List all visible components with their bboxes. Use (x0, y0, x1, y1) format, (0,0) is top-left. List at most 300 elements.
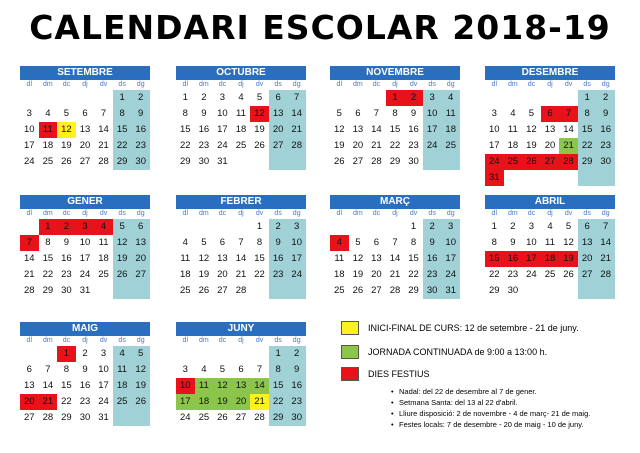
weekday-label: dg (292, 210, 301, 217)
empty-cell (541, 283, 560, 299)
day-cell: 3 (287, 219, 306, 235)
empty-cell (578, 170, 597, 186)
empty-cell (423, 154, 442, 170)
weekday-label: ds (118, 337, 126, 344)
day-cell: 18 (541, 251, 560, 267)
day-cell: 28 (596, 267, 615, 283)
day-cell: 12 (526, 124, 537, 135)
empty-cell (330, 90, 349, 106)
day-cell: 21 (235, 269, 247, 280)
day-cell: 9 (596, 106, 615, 122)
empty-cell (596, 283, 615, 299)
weekday-label: dg (446, 210, 455, 217)
empty-cell (522, 90, 541, 106)
day-cell: 7 (373, 108, 380, 119)
day-cell: 22 (408, 269, 419, 280)
day-cell: 5 (63, 108, 70, 119)
day-cell: 7 (45, 364, 51, 375)
weekday-label: dc (372, 210, 381, 217)
day-cell: 20 (217, 269, 228, 280)
day-cell: 11 (39, 122, 58, 138)
month-abril (485, 195, 615, 299)
weekday-label: ds (274, 337, 282, 344)
day-cell: 16 (61, 253, 72, 264)
day-cell: 11 (180, 253, 191, 264)
day-cell: 10 (23, 124, 35, 135)
empty-cell (94, 283, 113, 299)
empty-cell (559, 90, 578, 106)
day-cell: 24 (79, 269, 91, 280)
day-cell: 6 (238, 364, 244, 375)
day-cell: 18 (98, 253, 109, 264)
day-cell: 30 (287, 410, 306, 426)
day-cell: 2 (510, 221, 516, 232)
note-nadal: • Nadal: del 22 de desembre al 7 de gener. (391, 386, 590, 397)
day-cell: 2 (596, 90, 615, 106)
empty-cell (250, 283, 269, 299)
month-name: MARÇ (330, 195, 460, 209)
day-cell: 3 (491, 108, 497, 119)
empty-cell (287, 154, 306, 170)
day-cell: 11 (113, 362, 132, 378)
inici-swatch (341, 321, 359, 335)
weekday-label: dg (136, 81, 145, 88)
day-cell: 19 (333, 140, 345, 151)
weekday-label: dv (409, 210, 418, 217)
day-cell: 25 (98, 269, 109, 280)
day-cell: 17 (441, 251, 460, 267)
weekday-label: dv (255, 337, 264, 344)
weekday-label: ds (118, 81, 126, 88)
month-name: ABRIL (485, 195, 615, 209)
day-cell: 18 (179, 269, 191, 280)
day-cell: 11 (98, 237, 109, 248)
empty-cell (176, 346, 195, 362)
day-cell: 25 (544, 269, 556, 280)
month-octubre (176, 66, 306, 170)
empty-cell (113, 410, 132, 426)
day-cell: 1 (39, 219, 58, 235)
day-cell: 22 (113, 138, 132, 154)
day-cell: 4 (547, 221, 553, 232)
weekday-label: ds (118, 210, 126, 217)
day-cell: 20 (578, 251, 597, 267)
day-cell: 3 (423, 90, 442, 106)
day-cell: 29 (408, 285, 419, 296)
day-cell: 29 (179, 156, 191, 167)
day-cell: 24 (485, 154, 504, 170)
empty-cell (176, 219, 195, 235)
note-setmana-santa: • Setmana Santa: del 13 al 22 d'abril. (391, 397, 590, 408)
day-cell: 20 (232, 394, 251, 410)
day-cell: 29 (389, 156, 401, 167)
day-cell: 12 (198, 253, 210, 264)
day-cell: 19 (213, 394, 232, 410)
day-cell: 13 (269, 106, 288, 122)
day-cell: 13 (352, 124, 364, 135)
day-cell: 19 (113, 251, 132, 267)
empty-cell (522, 170, 541, 186)
note-lliure-disposicio: • Lliure disposició: 2 de novembre - 4 de març- 21 de maig. (391, 408, 590, 419)
day-cell: 21 (23, 269, 35, 280)
month-maig (20, 322, 150, 426)
weekday-label: dc (218, 81, 227, 88)
weekday-label: dv (564, 81, 573, 88)
day-cell: 23 (131, 138, 150, 154)
empty-cell (57, 90, 76, 106)
day-cell: 18 (113, 378, 132, 394)
day-cell: 7 (392, 237, 398, 248)
day-cell: 5 (219, 364, 226, 375)
day-cell: 1 (578, 90, 597, 106)
empty-cell (213, 346, 232, 362)
weekday-label: dc (372, 81, 381, 88)
month-grid (176, 80, 306, 170)
holiday-swatch (341, 367, 359, 381)
month-gener (20, 195, 150, 299)
day-cell: 4 (510, 108, 516, 119)
day-cell: 3 (76, 219, 95, 235)
day-cell: 11 (195, 378, 214, 394)
day-cell: 13 (544, 124, 556, 135)
day-cell: 20 (371, 269, 382, 280)
day-cell: 10 (423, 106, 442, 122)
empty-cell (349, 90, 368, 106)
month-febrer (176, 195, 306, 299)
month-grid (20, 80, 150, 170)
month-setembre (20, 66, 150, 170)
weekday-label: dc (62, 81, 71, 88)
day-cell: 6 (82, 108, 88, 119)
day-cell: 3 (100, 348, 107, 359)
legend-continuous-text: JORNADA CONTINUADA de 9:00 a 13:00 h. (368, 347, 548, 357)
day-cell: 22 (578, 138, 597, 154)
day-cell: 16 (198, 124, 210, 135)
day-cell: 18 (235, 124, 247, 135)
day-cell: 14 (596, 235, 615, 251)
day-cell: 12 (213, 378, 232, 394)
weekday-label: dl (491, 210, 497, 217)
day-cell: 28 (42, 412, 54, 423)
month-name: JUNY (176, 322, 306, 336)
month-grid (176, 209, 306, 299)
day-cell: 26 (131, 394, 150, 410)
empty-cell (541, 90, 560, 106)
day-cell: 25 (113, 394, 132, 410)
day-cell: 30 (61, 285, 72, 296)
weekday-label: dm (198, 81, 209, 88)
day-cell: 4 (441, 90, 460, 106)
day-cell: 28 (371, 156, 382, 167)
day-cell: 30 (507, 285, 519, 296)
day-cell: 21 (389, 269, 401, 280)
legend-inici-text: INICI-FINAL DE CURS: 12 de setembre - 21 de juny. (368, 323, 579, 333)
day-cell: 25 (42, 156, 54, 167)
month-name: DESEMBRE (485, 66, 615, 80)
day-cell: 30 (198, 156, 210, 167)
day-cell: 23 (79, 396, 91, 407)
day-cell: 8 (392, 108, 398, 119)
day-cell: 27 (79, 156, 91, 167)
day-cell: 26 (113, 267, 132, 283)
empty-cell (596, 170, 615, 186)
day-cell: 13 (232, 378, 251, 394)
day-cell: 9 (423, 235, 442, 251)
day-cell: 30 (408, 156, 419, 167)
day-cell: 1 (386, 90, 405, 106)
empty-cell (386, 219, 405, 235)
day-cell: 17 (23, 140, 35, 151)
holiday-notes (391, 386, 590, 430)
day-cell: 4 (45, 108, 51, 119)
day-cell: 8 (410, 237, 417, 248)
day-cell: 9 (82, 364, 88, 375)
day-cell: 11 (441, 106, 460, 122)
day-cell: 29 (488, 285, 500, 296)
day-cell: 5 (528, 108, 535, 119)
month-grid (485, 80, 615, 186)
day-cell: 6 (269, 90, 288, 106)
day-cell: 4 (201, 364, 207, 375)
month-grid (485, 209, 615, 299)
day-cell: 27 (235, 412, 247, 423)
day-cell: 21 (559, 138, 578, 154)
day-cell: 20 (20, 394, 39, 410)
day-cell: 15 (408, 253, 419, 264)
day-cell: 9 (510, 237, 516, 248)
day-cell: 23 (269, 267, 288, 283)
empty-cell (349, 219, 368, 235)
weekday-label: dv (564, 210, 573, 217)
empty-cell (269, 154, 288, 170)
weekday-label: dm (42, 210, 53, 217)
weekday-label: dl (182, 210, 188, 217)
day-cell: 29 (42, 285, 54, 296)
day-cell: 26 (563, 269, 574, 280)
month-name: MAIG (20, 322, 150, 336)
day-cell: 7 (20, 235, 39, 251)
weekday-label: dj (392, 210, 398, 217)
weekday-label: dc (527, 210, 536, 217)
day-cell: 24 (23, 156, 35, 167)
empty-cell (522, 283, 541, 299)
day-cell: 23 (287, 394, 306, 410)
day-cell: 16 (287, 378, 306, 394)
day-cell: 21 (39, 394, 58, 410)
day-cell: 31 (217, 156, 228, 167)
day-cell: 15 (61, 380, 72, 391)
day-cell: 18 (42, 140, 54, 151)
weekday-label: dg (446, 81, 455, 88)
weekday-label: dg (601, 81, 610, 88)
day-cell: 13 (371, 253, 382, 264)
day-cell: 26 (522, 154, 541, 170)
day-cell: 25 (235, 140, 247, 151)
weekday-label: dj (547, 210, 553, 217)
day-cell: 26 (198, 285, 210, 296)
empty-cell (504, 170, 523, 186)
day-cell: 30 (131, 154, 150, 170)
day-cell: 16 (504, 251, 523, 267)
day-cell: 27 (217, 285, 228, 296)
day-cell: 19 (559, 251, 578, 267)
month-grid (330, 209, 460, 299)
day-cell: 14 (42, 380, 54, 391)
day-cell: 4 (238, 92, 244, 103)
empty-cell (504, 90, 523, 106)
day-cell: 14 (23, 253, 35, 264)
day-cell: 12 (333, 124, 345, 135)
day-cell: 15 (269, 378, 288, 394)
day-cell: 15 (42, 253, 54, 264)
day-cell: 5 (355, 237, 361, 248)
day-cell: 10 (98, 364, 109, 375)
day-cell: 6 (26, 364, 32, 375)
weekday-label: dl (26, 81, 32, 88)
day-cell: 20 (131, 251, 150, 267)
day-cell: 8 (578, 106, 597, 122)
day-cell: 7 (256, 364, 263, 375)
weekday-label: dg (292, 81, 301, 88)
day-cell: 15 (485, 251, 504, 267)
weekday-label: dl (336, 81, 342, 88)
day-cell: 25 (441, 138, 460, 154)
day-cell: 31 (98, 412, 109, 423)
weekday-label: dv (99, 210, 108, 217)
empty-cell (195, 346, 214, 362)
month-grid (176, 336, 306, 426)
empty-cell (39, 346, 58, 362)
day-cell: 12 (250, 106, 269, 122)
day-cell: 19 (61, 140, 72, 151)
weekday-label: ds (274, 210, 282, 217)
day-cell: 16 (596, 122, 615, 138)
day-cell: 5 (256, 92, 263, 103)
day-cell: 30 (79, 412, 91, 423)
day-cell: 18 (441, 122, 460, 138)
weekday-label: dm (507, 81, 518, 88)
weekday-label: dg (601, 210, 610, 217)
day-cell: 20 (269, 122, 288, 138)
month-grid (20, 336, 150, 426)
day-cell: 25 (179, 285, 191, 296)
weekday-label: dj (82, 81, 88, 88)
empty-cell (250, 154, 269, 170)
day-cell: 19 (352, 269, 364, 280)
day-cell: 6 (131, 219, 150, 235)
empty-cell (20, 90, 39, 106)
day-cell: 16 (423, 251, 442, 267)
day-cell: 17 (423, 122, 442, 138)
empty-cell (195, 219, 214, 235)
day-cell: 10 (526, 237, 537, 248)
empty-cell (559, 170, 578, 186)
day-cell: 2 (404, 90, 423, 106)
day-cell: 3 (182, 364, 188, 375)
day-cell: 1 (182, 92, 188, 103)
empty-cell (39, 90, 58, 106)
day-cell: 13 (578, 235, 597, 251)
day-cell: 16 (79, 380, 91, 391)
day-cell: 14 (250, 378, 269, 394)
day-cell: 21 (371, 140, 382, 151)
day-cell: 2 (269, 219, 288, 235)
day-cell: 23 (507, 269, 519, 280)
day-cell: 5 (565, 221, 572, 232)
day-cell: 17 (522, 251, 541, 267)
empty-cell (232, 219, 251, 235)
day-cell: 16 (131, 122, 150, 138)
day-cell: 28 (23, 285, 35, 296)
day-cell: 24 (441, 267, 460, 283)
day-cell: 5 (131, 346, 150, 362)
day-cell: 6 (373, 237, 380, 248)
day-cell: 23 (423, 267, 442, 283)
day-cell: 1 (256, 221, 263, 232)
day-cell: 17 (488, 140, 500, 151)
day-cell: 10 (79, 237, 91, 248)
day-cell: 2 (57, 219, 76, 235)
day-cell: 22 (389, 140, 401, 151)
day-cell: 9 (410, 108, 417, 119)
day-cell: 3 (26, 108, 32, 119)
empty-cell (20, 346, 39, 362)
day-cell: 15 (254, 253, 265, 264)
weekday-label: dj (547, 81, 553, 88)
day-cell: 27 (578, 267, 597, 283)
day-cell: 18 (507, 140, 519, 151)
day-cell: 18 (333, 269, 345, 280)
weekday-label: dm (507, 210, 518, 217)
legend-holidays-text: DIES FESTIUS (368, 369, 430, 379)
day-cell: 21 (98, 140, 109, 151)
day-cell: 14 (235, 253, 247, 264)
day-cell: 4 (330, 235, 349, 251)
day-cell: 15 (578, 122, 597, 138)
day-cell: 24 (423, 138, 442, 154)
day-cell: 28 (559, 154, 578, 170)
day-cell: 9 (287, 362, 306, 378)
weekday-label: dj (238, 210, 244, 217)
weekday-label: dc (218, 337, 227, 344)
day-cell: 24 (179, 412, 191, 423)
weekday-label: dm (352, 210, 363, 217)
empty-cell (131, 283, 150, 299)
day-cell: 25 (504, 154, 523, 170)
day-cell: 28 (254, 412, 265, 423)
day-cell: 26 (254, 140, 265, 151)
day-cell: 31 (485, 170, 504, 186)
day-cell: 19 (198, 269, 210, 280)
weekday-label: dg (136, 210, 145, 217)
day-cell: 6 (541, 106, 560, 122)
day-cell: 17 (217, 124, 228, 135)
day-cell: 4 (94, 219, 113, 235)
empty-cell (485, 90, 504, 106)
day-cell: 27 (352, 156, 364, 167)
empty-cell (441, 154, 460, 170)
day-cell: 17 (79, 253, 91, 264)
weekday-label: dl (182, 337, 188, 344)
day-cell: 2 (423, 219, 442, 235)
day-cell: 23 (198, 140, 210, 151)
day-cell: 31 (79, 285, 91, 296)
empty-cell (559, 283, 578, 299)
day-cell: 11 (236, 108, 246, 119)
day-cell: 4 (182, 237, 188, 248)
empty-cell (131, 410, 150, 426)
month-grid (20, 209, 150, 299)
